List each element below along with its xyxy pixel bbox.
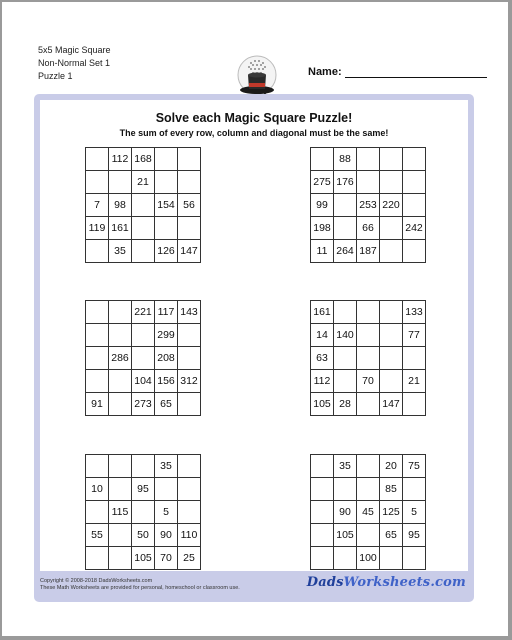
grid-cell[interactable]: 104: [132, 370, 155, 393]
grid-cell[interactable]: [357, 524, 380, 547]
grid-cell[interactable]: [86, 240, 109, 263]
grid-cell[interactable]: [178, 455, 201, 478]
grid-cell[interactable]: [86, 148, 109, 171]
grid-row: [86, 393, 201, 416]
grid-cell[interactable]: [403, 194, 426, 217]
grid-cell[interactable]: [178, 324, 201, 347]
grid-cell[interactable]: 105: [311, 393, 334, 416]
grid-cell[interactable]: 112: [109, 148, 132, 171]
logo-dads: Dads: [306, 575, 344, 590]
grid-cell[interactable]: 147: [178, 240, 201, 263]
grid-cell[interactable]: 110: [178, 524, 201, 547]
grid-cell[interactable]: [334, 547, 357, 570]
grid-cell[interactable]: [311, 524, 334, 547]
worksheet-info: [38, 44, 111, 83]
grid-cell[interactable]: 95: [132, 478, 155, 501]
grid-cell[interactable]: 273: [132, 393, 155, 416]
grid-cell[interactable]: [109, 324, 132, 347]
copyright: Copyright © 2008-2018 DadsWorksheets.com: [40, 578, 153, 584]
grid-row: [311, 194, 426, 217]
grid-cell[interactable]: [178, 148, 201, 171]
grid-cell[interactable]: 168: [132, 148, 155, 171]
grid-cell[interactable]: 133: [403, 301, 426, 324]
grid-cell[interactable]: [380, 547, 403, 570]
grid-cell[interactable]: 176: [334, 171, 357, 194]
grid-row: [311, 370, 426, 393]
grid-cell[interactable]: 154: [155, 194, 178, 217]
magic-square-3: [85, 300, 201, 416]
grid-cell[interactable]: [132, 347, 155, 370]
grid-row: [86, 301, 201, 324]
grid-cell[interactable]: [132, 194, 155, 217]
grid-cell[interactable]: [357, 478, 380, 501]
puzzle-number: Puzzle 1: [38, 71, 73, 81]
grid-cell[interactable]: [403, 478, 426, 501]
grid-row: [86, 324, 201, 347]
name-field: [308, 66, 487, 78]
grid-cell[interactable]: [155, 171, 178, 194]
grid-cell[interactable]: 35: [155, 455, 178, 478]
grid-cell[interactable]: [178, 347, 201, 370]
magic-square-1: [85, 147, 201, 263]
grid-cell[interactable]: [357, 148, 380, 171]
grid-cell[interactable]: 7: [86, 194, 109, 217]
grid-row: [311, 240, 426, 263]
grid-cell[interactable]: 66: [357, 217, 380, 240]
grid-cell[interactable]: 198: [311, 217, 334, 240]
grid-cell[interactable]: [178, 217, 201, 240]
grid-cell[interactable]: 65: [155, 393, 178, 416]
grid-cell[interactable]: [357, 301, 380, 324]
grid-cell[interactable]: [109, 393, 132, 416]
grid-row: [311, 301, 426, 324]
grid-cell[interactable]: 105: [334, 524, 357, 547]
grid-row: [86, 217, 201, 240]
grid-cell[interactable]: [132, 455, 155, 478]
grid-row: [86, 524, 201, 547]
grid-row: [86, 171, 201, 194]
grid-row: [311, 547, 426, 570]
grid-cell[interactable]: 55: [86, 524, 109, 547]
grid-cell[interactable]: 275: [311, 171, 334, 194]
grid-cell[interactable]: 115: [109, 501, 132, 524]
grid-cell[interactable]: 90: [334, 501, 357, 524]
grid-cell[interactable]: 56: [178, 194, 201, 217]
grid-cell[interactable]: 264: [334, 240, 357, 263]
worksheet-set: Non-Normal Set 1: [38, 58, 111, 68]
grid-row: [311, 171, 426, 194]
grid-cell[interactable]: [311, 455, 334, 478]
grid-cell[interactable]: [357, 171, 380, 194]
grid-row: [311, 347, 426, 370]
grid-row: [86, 501, 201, 524]
grid-cell[interactable]: 75: [403, 455, 426, 478]
grid-row: [86, 547, 201, 570]
grid-cell[interactable]: [357, 393, 380, 416]
grid-cell[interactable]: 90: [155, 524, 178, 547]
grid-cell[interactable]: 156: [155, 370, 178, 393]
footer: [34, 575, 474, 596]
grid-cell[interactable]: [380, 240, 403, 263]
grid-cell[interactable]: [357, 347, 380, 370]
worksheet-type: 5x5 Magic Square: [38, 45, 111, 55]
grid-cell[interactable]: [334, 194, 357, 217]
grid-cell[interactable]: 25: [178, 547, 201, 570]
grid-cell[interactable]: [132, 324, 155, 347]
grid-cell[interactable]: [109, 370, 132, 393]
grid-cell[interactable]: [109, 478, 132, 501]
grid-cell[interactable]: [311, 547, 334, 570]
grid-cell[interactable]: 119: [86, 217, 109, 240]
grid-cell[interactable]: [380, 148, 403, 171]
grid-cell[interactable]: 117: [155, 301, 178, 324]
name-label: Name:: [308, 66, 342, 78]
grid-cell[interactable]: 11: [311, 240, 334, 263]
grid-cell[interactable]: [403, 347, 426, 370]
grid-cell[interactable]: 21: [132, 171, 155, 194]
grid-cell[interactable]: 105: [132, 547, 155, 570]
grid-cell[interactable]: [86, 301, 109, 324]
grid-cell[interactable]: [132, 217, 155, 240]
magic-square-4: [310, 300, 426, 416]
instructions-subtitle: The sum of every row, column and diagonal must be the same!: [119, 128, 389, 138]
grid-row: [86, 455, 201, 478]
grid-cell[interactable]: [403, 240, 426, 263]
grid-cell[interactable]: 10: [86, 478, 109, 501]
grid-cell[interactable]: [86, 547, 109, 570]
grid-row: [311, 148, 426, 171]
instructions-title: Solve each Magic Square Puzzle!: [155, 111, 353, 125]
grid-cell[interactable]: [178, 171, 201, 194]
grid-cell[interactable]: [403, 393, 426, 416]
grid-cell[interactable]: 140: [334, 324, 357, 347]
grid-row: [86, 347, 201, 370]
grid-cell[interactable]: 299: [155, 324, 178, 347]
grid-cell[interactable]: 91: [86, 393, 109, 416]
grid-cell[interactable]: [86, 171, 109, 194]
grid-cell[interactable]: [86, 455, 109, 478]
grid-cell[interactable]: 77: [403, 324, 426, 347]
grid-cell[interactable]: 286: [109, 347, 132, 370]
grid-cell[interactable]: [403, 171, 426, 194]
grid-cell[interactable]: 99: [311, 194, 334, 217]
grid-cell[interactable]: [86, 324, 109, 347]
grid-cell[interactable]: 5: [155, 501, 178, 524]
magic-square-5: [85, 454, 201, 570]
grid-cell[interactable]: 20: [380, 455, 403, 478]
grid-cell[interactable]: 126: [155, 240, 178, 263]
grid-cell[interactable]: 14: [311, 324, 334, 347]
grid-row: [311, 217, 426, 240]
grid-cell[interactable]: [403, 148, 426, 171]
grid-cell[interactable]: 5: [403, 501, 426, 524]
usage-note: These Math Worksheets are provided for personal, homeschool or classroom use.: [40, 585, 240, 591]
grid-cell[interactable]: [109, 524, 132, 547]
grid-cell[interactable]: 208: [155, 347, 178, 370]
grid-cell[interactable]: 187: [357, 240, 380, 263]
grid-cell[interactable]: [380, 370, 403, 393]
grid-cell[interactable]: [334, 370, 357, 393]
puzzle-frame: [34, 94, 474, 602]
grid-cell[interactable]: [334, 347, 357, 370]
grid-cell[interactable]: [334, 478, 357, 501]
grid-cell[interactable]: [334, 301, 357, 324]
grid-cell[interactable]: [109, 455, 132, 478]
grid-cell[interactable]: 95: [403, 524, 426, 547]
grid-cell[interactable]: 143: [178, 301, 201, 324]
grid-cell[interactable]: 28: [334, 393, 357, 416]
grid-cell[interactable]: [155, 217, 178, 240]
grid-row: [86, 370, 201, 393]
grid-cell[interactable]: 125: [380, 501, 403, 524]
grid-cell[interactable]: 50: [132, 524, 155, 547]
grid-cell[interactable]: [403, 547, 426, 570]
grid-row: [311, 393, 426, 416]
grid-cell[interactable]: 253: [357, 194, 380, 217]
grid-row: [86, 240, 201, 263]
grid-cell[interactable]: [357, 324, 380, 347]
grid-cell[interactable]: [311, 478, 334, 501]
name-line: [345, 67, 487, 78]
grid-cell[interactable]: 161: [311, 301, 334, 324]
worksheet-page: [2, 2, 508, 636]
grid-cell[interactable]: 221: [132, 301, 155, 324]
grid-cell[interactable]: [109, 301, 132, 324]
grid-cell[interactable]: [380, 301, 403, 324]
grid-cell[interactable]: 63: [311, 347, 334, 370]
grid-cell[interactable]: 220: [380, 194, 403, 217]
grid-row: [311, 524, 426, 547]
grid-cell[interactable]: 70: [357, 370, 380, 393]
grid-cell[interactable]: [334, 217, 357, 240]
grid-cell[interactable]: 147: [380, 393, 403, 416]
grid-cell[interactable]: [155, 478, 178, 501]
grid-cell[interactable]: 98: [109, 194, 132, 217]
grid-cell[interactable]: 21: [403, 370, 426, 393]
grid-cell[interactable]: [311, 501, 334, 524]
footer-text: [40, 578, 240, 592]
grid-cell[interactable]: [178, 393, 201, 416]
grid-row: [311, 324, 426, 347]
logo-worksheets: Worksheets.com: [343, 575, 466, 590]
grid-cell[interactable]: 70: [155, 547, 178, 570]
grid-cell[interactable]: 45: [357, 501, 380, 524]
grid-cell[interactable]: [380, 347, 403, 370]
grid-cell[interactable]: [178, 478, 201, 501]
grid-row: [86, 478, 201, 501]
grid-cell[interactable]: [155, 148, 178, 171]
grid-cell[interactable]: 112: [311, 370, 334, 393]
magic-square-2: [310, 147, 426, 263]
grid-cell[interactable]: 88: [334, 148, 357, 171]
grid-cell[interactable]: 35: [109, 240, 132, 263]
grid-cell[interactable]: [132, 501, 155, 524]
grid-row: [311, 478, 426, 501]
grid-cell[interactable]: 35: [334, 455, 357, 478]
grid-cell[interactable]: [86, 347, 109, 370]
grid-row: [86, 148, 201, 171]
grid-cell[interactable]: [311, 148, 334, 171]
grid-row: [311, 501, 426, 524]
grid-cell[interactable]: 242: [403, 217, 426, 240]
grid-cell[interactable]: 85: [380, 478, 403, 501]
grid-cell[interactable]: [178, 501, 201, 524]
grid-cell[interactable]: [132, 240, 155, 263]
grid-row: [311, 455, 426, 478]
grid-cell[interactable]: [109, 547, 132, 570]
grid-cell[interactable]: [380, 171, 403, 194]
grid-cell[interactable]: [357, 455, 380, 478]
puzzle-area: [40, 100, 468, 571]
grid-cell[interactable]: [380, 217, 403, 240]
grid-row: [86, 194, 201, 217]
grid-cell[interactable]: [86, 501, 109, 524]
magic-square-6: [310, 454, 426, 570]
grid-cell[interactable]: [380, 324, 403, 347]
grid-cell[interactable]: 100: [357, 547, 380, 570]
site-logo: [307, 575, 466, 590]
grid-cell[interactable]: 161: [109, 217, 132, 240]
grid-cell[interactable]: [86, 370, 109, 393]
grid-cell[interactable]: 312: [178, 370, 201, 393]
grid-cell[interactable]: 65: [380, 524, 403, 547]
grid-cell[interactable]: [109, 171, 132, 194]
